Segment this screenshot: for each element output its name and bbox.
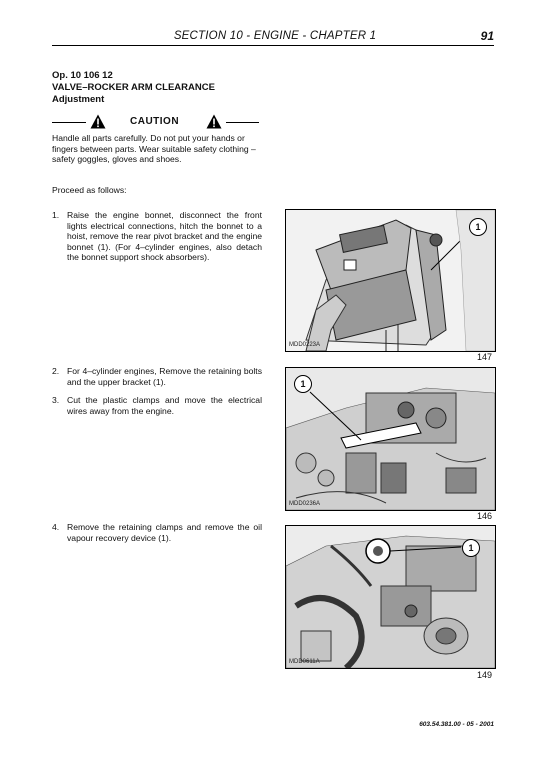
step-text: Cut the plastic clamps and move the electrical wires away from the engine. <box>67 395 262 416</box>
step-number: 3. <box>52 395 60 405</box>
figure-code: MDD0236A <box>289 501 321 507</box>
caution-banner <box>52 114 259 130</box>
operation-heading <box>52 70 215 106</box>
step-number: 4. <box>52 522 60 532</box>
figure-number: 147 <box>477 352 493 362</box>
operation-code: Op. 10 106 12 <box>52 70 113 81</box>
engine-bracket-illustration <box>286 368 495 510</box>
figure-oil-vapour-device <box>285 525 496 669</box>
bonnet-illustration <box>286 210 495 351</box>
warning-icon <box>90 114 106 129</box>
callout-marker: 1 <box>469 218 487 236</box>
callout-marker: 1 <box>462 539 480 557</box>
caution-line-right <box>226 122 259 123</box>
step-number: 2. <box>52 366 60 376</box>
operation-title: VALVE–ROCKER ARM CLEARANCE <box>52 82 215 93</box>
document-footer: 603.54.381.00 - 05 - 2001 <box>419 721 494 728</box>
figure-upper-bracket <box>285 367 496 511</box>
header-rule <box>52 45 494 46</box>
step-text: Raise the engine bonnet, disconnect the front lights electrical connections, hitch the bonnet to a hoist, remove the rear pivot bracket and the engine bonnet (1). (For 4–cylinder engines, also detach the bonnet support shock absorbers). <box>67 210 262 262</box>
figure-code: MDD0611A <box>289 659 320 665</box>
caution-label: CAUTION <box>130 116 180 127</box>
figure-bonnet-removal <box>285 209 496 352</box>
warning-icon <box>206 114 222 129</box>
figure-number: 149 <box>477 670 493 680</box>
figure-number: 146 <box>477 511 493 521</box>
page-number: 91 <box>480 29 494 43</box>
figure-code: MDD0223A <box>289 342 321 348</box>
step-number: 1. <box>52 210 60 220</box>
callout-marker: 1 <box>294 375 312 393</box>
step-text: For 4–cylinder engines, Remove the retaining bolts and the upper bracket (1). <box>67 366 262 387</box>
proceed-text: Proceed as follows: <box>52 185 127 195</box>
caution-text: Handle all parts carefully. Do not put your hands or fingers between parts. Wear suitable safety clothing – safety goggles, gloves and shoes. <box>52 133 256 164</box>
step-text: Remove the retaining clamps and remove the oil vapour recovery device (1). <box>67 522 262 543</box>
caution-line-left <box>52 122 86 123</box>
section-header-title: SECTION 10 - ENGINE - CHAPTER 1 <box>173 30 377 42</box>
operation-subtitle: Adjustment <box>52 94 105 105</box>
